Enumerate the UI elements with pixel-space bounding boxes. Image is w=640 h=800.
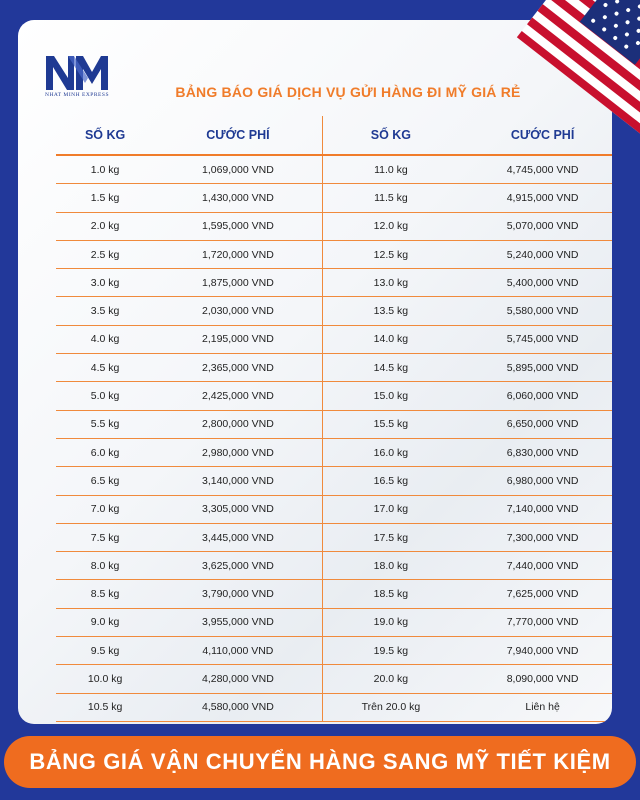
weight-right-cell: 14.0 kg: [322, 325, 459, 353]
fee-left-cell: 1,430,000 VND: [154, 184, 322, 212]
table-row: [56, 240, 612, 268]
fee-right-cell: 4,915,000 VND: [459, 184, 612, 212]
fee-left-cell: 3,625,000 VND: [154, 552, 322, 580]
footer-banner: [4, 736, 636, 788]
table-row: [56, 552, 612, 580]
fee-right-cell: 7,440,000 VND: [459, 552, 612, 580]
weight-left-cell: 10.0 kg: [56, 665, 154, 693]
fee-left-cell: 4,280,000 VND: [154, 665, 322, 693]
brand-logo: [42, 50, 112, 100]
fee-left-cell: 3,790,000 VND: [154, 580, 322, 608]
fee-left-cell: 4,110,000 VND: [154, 637, 322, 665]
fee-right-cell: 6,060,000 VND: [459, 382, 612, 410]
weight-right-cell: 11.5 kg: [322, 184, 459, 212]
weight-right-cell: 19.0 kg: [322, 608, 459, 636]
price-table: [56, 116, 612, 722]
fee-right-cell: 7,940,000 VND: [459, 637, 612, 665]
weight-left-cell: 8.0 kg: [56, 552, 154, 580]
fee-right-cell: 6,650,000 VND: [459, 410, 612, 438]
weight-left-cell: 7.5 kg: [56, 523, 154, 551]
weight-right-cell: 15.5 kg: [322, 410, 459, 438]
weight-right-cell: 18.5 kg: [322, 580, 459, 608]
weight-left-cell: 6.0 kg: [56, 438, 154, 466]
weight-left-cell: 1.5 kg: [56, 184, 154, 212]
weight-right-cell: 12.5 kg: [322, 240, 459, 268]
weight-left-cell: 4.0 kg: [56, 325, 154, 353]
fee-left-cell: 2,365,000 VND: [154, 354, 322, 382]
weight-left-cell: 3.0 kg: [56, 269, 154, 297]
fee-left-cell: 2,030,000 VND: [154, 297, 322, 325]
weight-left-cell: 4.5 kg: [56, 354, 154, 382]
usa-flag-icon: [500, 0, 640, 140]
fee-right-cell: 5,895,000 VND: [459, 354, 612, 382]
fee-left-cell: 4,580,000 VND: [154, 693, 322, 721]
price-rows: [56, 155, 612, 721]
table-row: [56, 467, 612, 495]
fee-left-cell: 1,875,000 VND: [154, 269, 322, 297]
weight-left-cell: 9.5 kg: [56, 637, 154, 665]
weight-right-cell: 17.5 kg: [322, 523, 459, 551]
weight-right-cell: 15.0 kg: [322, 382, 459, 410]
fee-right-cell: Liên hệ: [459, 693, 612, 721]
fee-right-cell: 5,580,000 VND: [459, 297, 612, 325]
weight-right-cell: 19.5 kg: [322, 637, 459, 665]
table-row: [56, 693, 612, 721]
fee-right-cell: 5,240,000 VND: [459, 240, 612, 268]
footer-banner-text: BẢNG GIÁ VẬN CHUYỂN HÀNG SANG MỸ TIẾT KIỆM: [29, 749, 611, 774]
fee-right-cell: 5,745,000 VND: [459, 325, 612, 353]
fee-right-cell: 8,090,000 VND: [459, 665, 612, 693]
table-row: [56, 297, 612, 325]
fee-right-cell: 7,140,000 VND: [459, 495, 612, 523]
table-row: [56, 438, 612, 466]
fee-left-cell: 2,800,000 VND: [154, 410, 322, 438]
table-row: [56, 325, 612, 353]
weight-left-cell: 1.0 kg: [56, 155, 154, 184]
fee-right-cell: 6,830,000 VND: [459, 438, 612, 466]
weight-left-cell: 3.5 kg: [56, 297, 154, 325]
fee-left-cell: 1,595,000 VND: [154, 212, 322, 240]
weight-right-cell: 18.0 kg: [322, 552, 459, 580]
weight-right-cell: 20.0 kg: [322, 665, 459, 693]
weight-right-cell: 13.5 kg: [322, 297, 459, 325]
header-fee-right: CƯỚC PHÍ: [459, 116, 612, 155]
weight-right-cell: 17.0 kg: [322, 495, 459, 523]
weight-left-cell: 5.0 kg: [56, 382, 154, 410]
weight-right-cell: 16.0 kg: [322, 438, 459, 466]
page-title: BẢNG BÁO GIÁ DỊCH VỤ GỬI HÀNG ĐI MỸ GIÁ RẺ: [175, 84, 521, 100]
weight-left-cell: 2.5 kg: [56, 240, 154, 268]
weight-right-cell: 12.0 kg: [322, 212, 459, 240]
fee-left-cell: 2,425,000 VND: [154, 382, 322, 410]
header-fee-left: CƯỚC PHÍ: [154, 116, 322, 155]
weight-right-cell: 11.0 kg: [322, 155, 459, 184]
table-row: [56, 580, 612, 608]
nm-logo-icon: [42, 50, 112, 92]
table-row: [56, 269, 612, 297]
weight-left-cell: 10.5 kg: [56, 693, 154, 721]
table-row: [56, 382, 612, 410]
header-weight-right: SỐ KG: [322, 116, 459, 155]
weight-right-cell: 16.5 kg: [322, 467, 459, 495]
table-row: [56, 184, 612, 212]
weight-left-cell: 2.0 kg: [56, 212, 154, 240]
fee-right-cell: 4,745,000 VND: [459, 155, 612, 184]
weight-left-cell: 6.5 kg: [56, 467, 154, 495]
table-row: [56, 354, 612, 382]
table-row: [56, 637, 612, 665]
table-row: [56, 212, 612, 240]
weight-left-cell: 5.5 kg: [56, 410, 154, 438]
fee-left-cell: 2,980,000 VND: [154, 438, 322, 466]
table-row: [56, 155, 612, 184]
table-row: [56, 410, 612, 438]
fee-right-cell: 7,770,000 VND: [459, 608, 612, 636]
table-row: [56, 523, 612, 551]
fee-right-cell: 5,400,000 VND: [459, 269, 612, 297]
fee-right-cell: 7,625,000 VND: [459, 580, 612, 608]
header-weight-left: SỐ KG: [56, 116, 154, 155]
fee-right-cell: 6,980,000 VND: [459, 467, 612, 495]
fee-right-cell: 7,300,000 VND: [459, 523, 612, 551]
fee-left-cell: 3,305,000 VND: [154, 495, 322, 523]
weight-right-cell: 13.0 kg: [322, 269, 459, 297]
fee-left-cell: 2,195,000 VND: [154, 325, 322, 353]
fee-left-cell: 3,140,000 VND: [154, 467, 322, 495]
fee-right-cell: 5,070,000 VND: [459, 212, 612, 240]
weight-left-cell: 9.0 kg: [56, 608, 154, 636]
fee-left-cell: 3,955,000 VND: [154, 608, 322, 636]
fee-left-cell: 3,445,000 VND: [154, 523, 322, 551]
logo-text: NHAT MINH EXPRESS: [44, 92, 110, 98]
weight-left-cell: 8.5 kg: [56, 580, 154, 608]
weight-right-cell: 14.5 kg: [322, 354, 459, 382]
fee-left-cell: 1,069,000 VND: [154, 155, 322, 184]
table-row: [56, 495, 612, 523]
weight-left-cell: 7.0 kg: [56, 495, 154, 523]
table-row: [56, 608, 612, 636]
weight-right-cell: Trên 20.0 kg: [322, 693, 459, 721]
fee-left-cell: 1,720,000 VND: [154, 240, 322, 268]
table-row: [56, 665, 612, 693]
